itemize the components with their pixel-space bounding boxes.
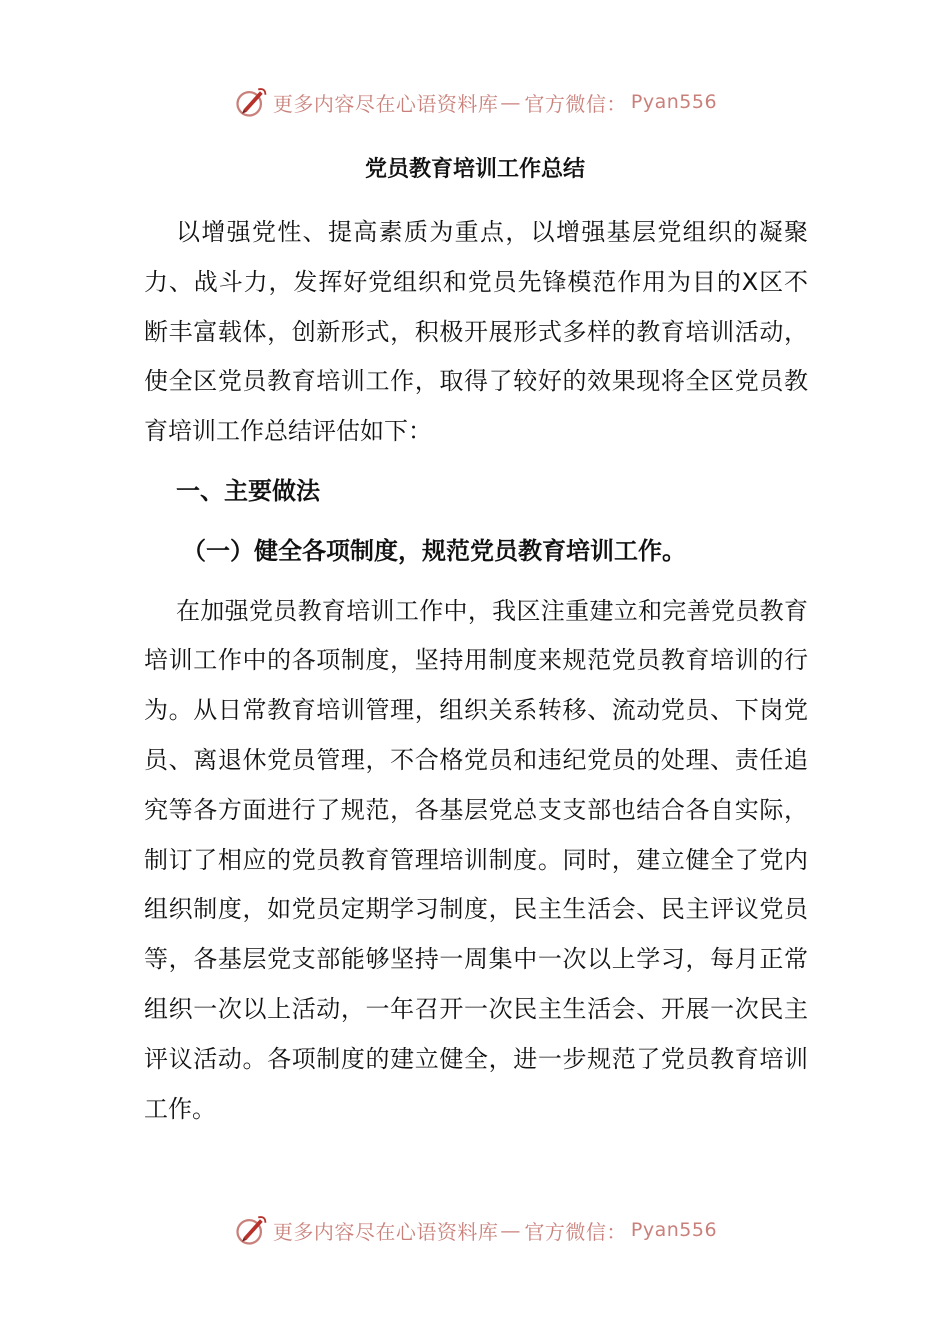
watermark-header: [0, 80, 950, 124]
watermark-label: 官方微信：: [524, 1219, 627, 1244]
subsection-heading-systems: （一）健全各项制度，规范党员教育培训工作。: [182, 536, 686, 565]
document-title: 党员教育培训工作总结: [364, 157, 585, 182]
watermark-text: 更多内容尽在心语资料库: [272, 1219, 499, 1244]
section-heading-main-practices: 一、主要做法: [176, 476, 320, 505]
quill-pen-logo-icon: [233, 84, 269, 120]
intro-paragraph: 以增强党性、提高素质为重点，以增强基层党组织的凝聚力、战斗力，发挥好党组织和党员先锋模范作用为目的X区不断丰富载体，创新形式，积极开展形式多样的教育培训活动，使全区党员教育培训工作，取得了较好的效果现将全区党员教育培训工作总结评估如下：: [144, 218, 808, 446]
watermark-wechat-id: Pyan556: [630, 1219, 718, 1241]
subsection-body-paragraph: 在加强党员教育培训工作中，我区注重建立和完善党员教育培训工作中的各项制度，坚持用制度来规范党员教育培训的行为。从日常教育培训管理，组织关系转移、流动党员、下岗党员、离退休党员管理，不合格党员和违纪党员的处理、责任追究等各方面进行了规范，各基层党总支支部也结合各自实际，制订了相应的党员教育管理培训制度。同时，建立健全了党内组织制度，如党员定期学习制度，民主生活会、民主评议党员等，各基层党支部能够坚持一周集中一次以上学习，每月正常组织一次以上活动，一年召开一次民主生活会、开展一次民主评议活动。各项制度的建立健全，进一步规范了党员教育培训工作。: [144, 596, 808, 1123]
watermark-footer: [0, 1208, 950, 1252]
watermark-label: 官方微信：: [524, 91, 627, 116]
watermark-separator: —: [500, 90, 519, 114]
watermark-separator: —: [500, 1218, 519, 1242]
watermark-text: 更多内容尽在心语资料库: [272, 91, 499, 116]
watermark-wechat-id: Pyan556: [630, 91, 718, 113]
document-body: [144, 208, 808, 1134]
quill-pen-logo-icon: [233, 1212, 269, 1248]
